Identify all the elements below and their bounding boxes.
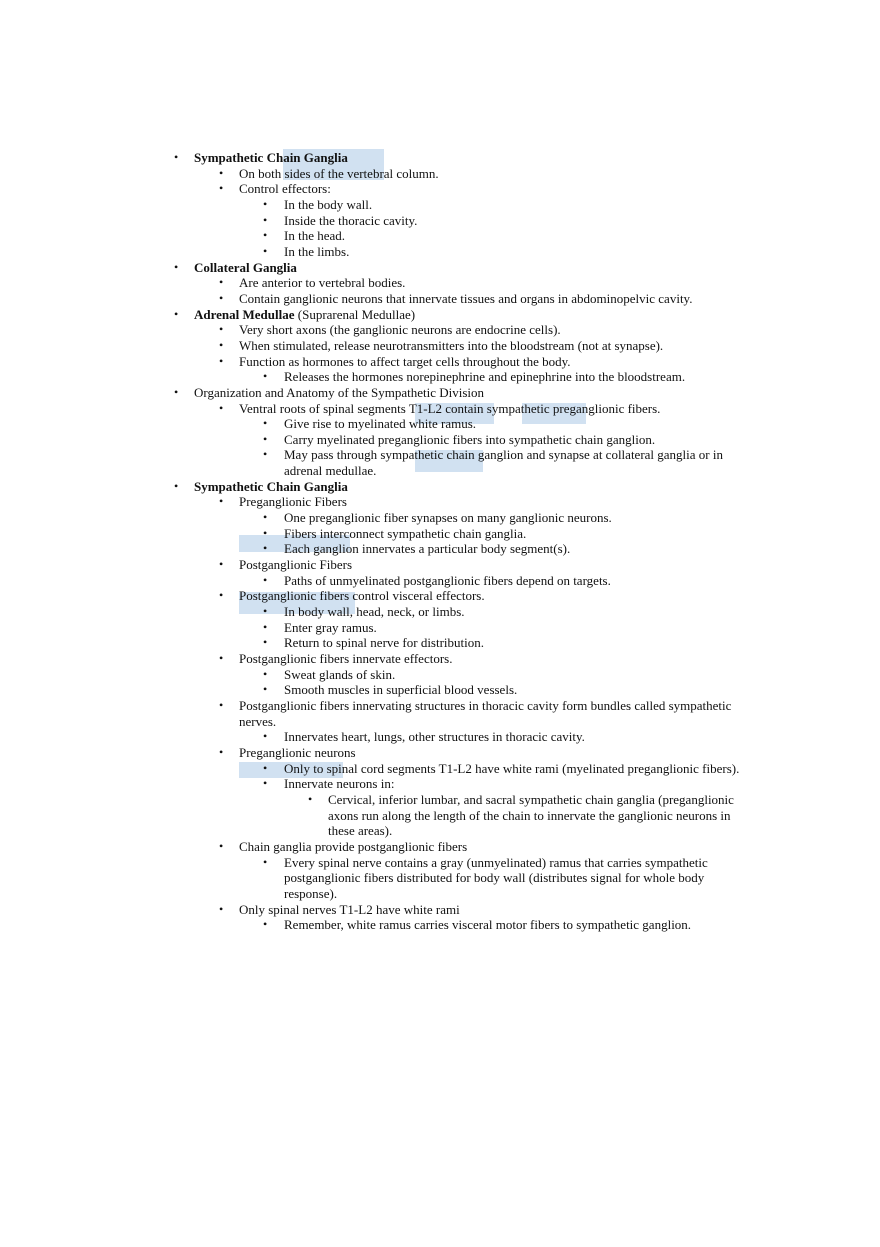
list-item-text: Fibers interconnect sympathetic chain ganglia. [284,525,527,541]
bullet-icon: • [219,337,224,352]
bullet-icon: • [263,228,268,243]
bullet-icon: • [219,165,224,180]
list-item [174,902,746,918]
list-item-text: When stimulated, release neurotransmitters into the bloodstream (not at synapse). [239,337,664,353]
bullet-icon: • [219,901,224,916]
list-item-text: In body wall, head, neck, or limbs. [284,604,465,620]
list-item [174,275,746,291]
bullet-icon: • [263,776,268,791]
bullet-icon: • [219,651,224,665]
list-item [174,651,746,667]
section-heading: Sympathetic Chain Ganglia [194,150,348,165]
bullet-icon: • [219,588,224,603]
list-item [174,291,746,307]
list-item-text: Paths of unmyelinated postganglionic fibers depend on targets. [284,572,611,588]
list-item [174,213,746,229]
list-item-text: (Suprarenal Medullae) [294,306,416,322]
bullet-icon: • [219,353,224,368]
bullet-icon: • [219,290,224,305]
list-item [174,166,746,182]
list-item-text: Postganglionic fibers innervate effectors. [239,651,453,666]
list-item-text: Cervical, inferior lumbar, and sacral sympathetic chain ganglia (preganglionic axons run along the length of the chain to innervate the ganglionic neurons in these areas). [328,791,734,839]
list-item-text: Function as hormones to affect target cells throughout the body. [239,353,571,369]
bullet-icon: • [174,478,179,493]
list-item [174,228,746,244]
list-item-text: Contain ganglionic neurons that innervate tissues and organs in abdominopelvic cavity. [239,290,693,306]
bullet-icon: • [263,729,268,744]
list-item-text: Ventral roots of spinal segments T1-L2 contain sympathetic preganglionic fibers. [239,400,661,416]
list-item [174,917,746,933]
bullet-icon: • [263,619,268,634]
bullet-icon: • [174,384,179,399]
list-item [174,557,746,573]
list-item-text: Inside the thoracic cavity. [284,212,418,228]
list-item [174,244,746,260]
list-item-text: Remember, white ramus carries visceral motor fibers to sympathetic ganglion. [284,917,692,933]
list-item [174,385,746,401]
bullet-icon: • [219,697,224,712]
list-item [174,761,746,777]
list-item [174,541,746,557]
bullet-icon: • [263,635,268,650]
bullet-icon: • [263,447,268,462]
section-heading: Sympathetic Chain Ganglia [194,478,348,494]
bullet-icon: • [174,259,179,274]
list-item [174,197,746,213]
list-item [174,792,746,839]
list-item-text: Give rise to myelinated white ramus. [284,416,477,432]
bullet-icon: • [263,854,268,869]
list-item [174,667,746,683]
list-item-text: Innervate neurons in: [284,776,395,792]
list-item-text: Every spinal nerve contains a gray (unmyelinated) ramus that carries sympathetic postganglionic fibers distributed for body wall (distributes signal for whole body response). [284,854,708,901]
list-item-text: Postganglionic fibers innervating structures in thoracic cavity form bundles called sympathetic nerves. [239,697,732,729]
list-item-text: Sweat glands of skin. [284,666,396,682]
list-item [174,855,746,902]
bullet-icon: • [219,322,224,337]
bullet-icon: • [219,557,224,572]
list-item-text: Chain ganglia provide postganglionic fibers [239,838,468,854]
list-item-text: May pass through sympathetic chain ganglion and synapse at collateral ganglia or in adrenal medullae. [284,447,723,479]
list-item [174,260,746,276]
list-item-text: Only to spinal cord segments T1-L2 have white rami (myelinated preganglionic fibers). [284,760,740,776]
bullet-icon: • [174,150,179,164]
bullet-icon: • [263,431,268,446]
list-item [174,401,746,417]
list-item-text: In the head. [284,228,346,244]
list-item-text: Innervates heart, lungs, other structures in thoracic cavity. [284,729,585,745]
list-item [174,588,746,604]
list-item-text: On both sides of the vertebral column. [239,165,439,181]
bullet-icon: • [263,760,268,775]
list-item-text: Postganglionic Fibers [239,557,353,573]
list-item [174,369,746,385]
list-item-text: Organization and Anatomy of the Sympathetic Division [194,384,485,400]
list-item-text: Releases the hormones norepinephrine and epinephrine into the bloodstream. [284,369,686,385]
bullet-icon: • [263,917,268,932]
bullet-icon: • [263,572,268,587]
bullet-icon: • [308,791,313,806]
list-item [174,494,746,510]
list-item-text: Only spinal nerves T1-L2 have white rami [239,901,460,917]
list-item [174,432,746,448]
list-item-text: Are anterior to vertebral bodies. [239,275,406,291]
list-item [174,745,746,761]
list-item [174,354,746,370]
list-item [174,338,746,354]
bullet-icon: • [219,744,224,759]
list-item [174,604,746,620]
bullet-icon: • [263,541,268,556]
list-item-text: Smooth muscles in superficial blood vessels. [284,682,518,698]
bullet-icon: • [174,306,179,321]
list-item-text: Very short axons (the ganglionic neurons are endocrine cells). [239,322,561,338]
list-item [174,682,746,698]
bullet-icon: • [219,838,224,853]
bullet-icon: • [263,525,268,540]
bullet-icon: • [263,510,268,525]
bullet-icon: • [263,604,268,619]
list-item-text: Preganglionic neurons [239,744,356,760]
list-item-text: In the body wall. [284,196,373,212]
list-item [174,526,746,542]
list-item [174,635,746,651]
bullet-icon: • [219,275,224,290]
list-item [174,322,746,338]
bullet-icon: • [219,494,224,509]
bullet-icon: • [263,666,268,681]
bullet-icon: • [263,243,268,258]
list-item [174,510,746,526]
list-item-text: Control effectors: [239,181,331,197]
list-item-text: One preganglionic fiber synapses on many ganglionic neurons. [284,510,612,526]
list-item [174,839,746,855]
list-item [174,447,746,478]
list-item [174,479,746,495]
list-item [174,776,746,792]
bullet-icon: • [263,682,268,697]
list-item-text: Postganglionic fibers control visceral effectors. [239,588,485,604]
list-item [174,150,746,166]
list-item-text: Return to spinal nerve for distribution. [284,635,485,651]
bullet-list [174,150,746,933]
list-item-text: Each ganglion innervates a particular body segment(s). [284,541,571,557]
list-item [174,620,746,636]
bullet-icon: • [263,212,268,227]
bullet-icon: • [219,181,224,196]
list-item [174,307,746,323]
section-heading: Collateral Ganglia [194,259,297,275]
bullet-icon: • [263,416,268,431]
bullet-icon: • [219,400,224,415]
list-item [174,416,746,432]
list-item [174,698,746,729]
list-item [174,573,746,589]
list-item [174,729,746,745]
bullet-icon: • [263,369,268,384]
list-item [174,181,746,197]
list-item-text: Carry myelinated preganglionic fibers into sympathetic chain ganglion. [284,431,656,447]
list-item-text: In the limbs. [284,243,350,259]
bullet-icon: • [263,196,268,211]
section-heading: Adrenal Medullae [194,306,295,322]
list-item-text: Preganglionic Fibers [239,494,347,510]
list-item-text: Enter gray ramus. [284,619,377,635]
